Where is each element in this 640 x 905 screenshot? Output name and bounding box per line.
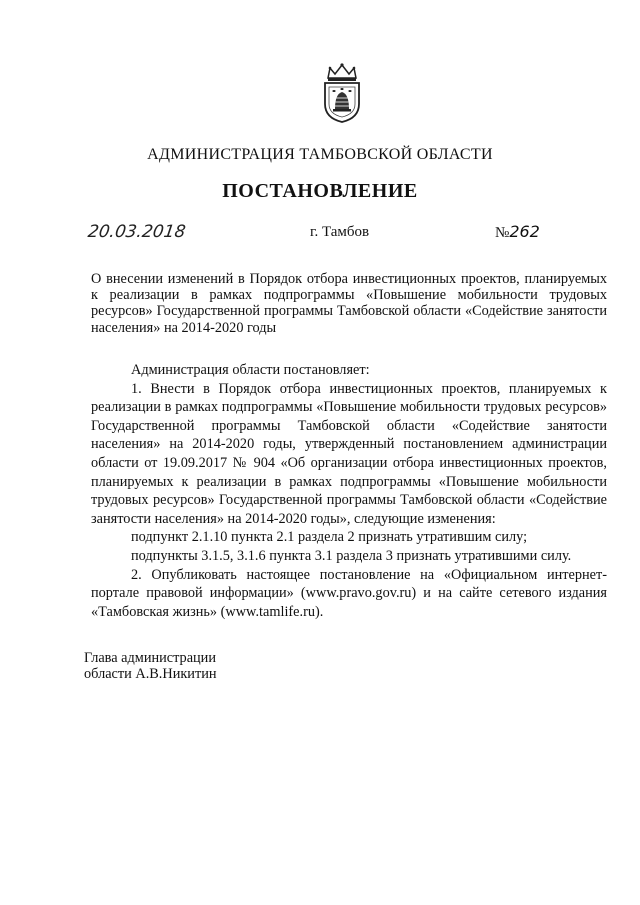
tambov-coat-of-arms-icon (320, 62, 364, 124)
signature-line-1: Глава администрации (84, 650, 216, 666)
document-date: 20.03.2018 (86, 222, 187, 242)
document-type-title: ПОСТАНОВЛЕНИЕ (222, 180, 418, 202)
organization-name: АДМИНИСТРАЦИЯ ТАМБОВСКОЙ ОБЛАСТИ (147, 146, 493, 163)
document-subject: О внесении изменений в Порядок отбора инвестиционных проектов, планируемых к реализации в рамках подпрограммы «Повышение мобильности трудовых ресурсов» Государственной программы Тамбовской области «Содействие занятости населения» на 2014-2020 годы (91, 271, 607, 336)
number-value: 262 (509, 222, 540, 241)
signature-block (84, 650, 217, 682)
body-item-1: 1. Внести в Порядок отбора инвестиционных проектов, планируемых к реализации в рамках подпрограммы «Повышение мобильности трудовых ресурсов» Государственной программы Тамбовской области «Содействие занятости населения» на 2014-2020 годы, утвержденный постановлением администрации области от 19.09.2017 № 904 «Об организации отбора инвестиционных проектов, планируемых к реализации в рамках подпрограммы «Повышение мобильности трудовых ресурсов» Государственной программы Тамбовской области «Содействие занятости населения» на 2014-2020 годы», следующие изменения: (91, 380, 607, 527)
body-item-2: 2. Опубликовать настоящее постановление на «Официальном интернет-портале правовой информации» (www.pravo.gov.ru) и на сайте сетевого издания «Тамбовская жизнь» (www.tamlife.ru). (91, 566, 607, 620)
document-number (495, 222, 540, 242)
signature-line-2: области А.В.Никитин (84, 666, 217, 682)
body-subitem-2: подпункты 3.1.5, 3.1.6 пункта 3.1 раздела 3 признать утратившими силу. (131, 547, 572, 564)
document-city: г. Тамбов (310, 224, 370, 240)
body-intro: Администрация области постановляет: (131, 362, 370, 378)
number-prefix: № (495, 225, 510, 241)
document-body (91, 361, 607, 621)
body-subitem-1: подпункт 2.1.10 пункта 2.1 раздела 2 признать утратившим силу; (131, 529, 528, 546)
